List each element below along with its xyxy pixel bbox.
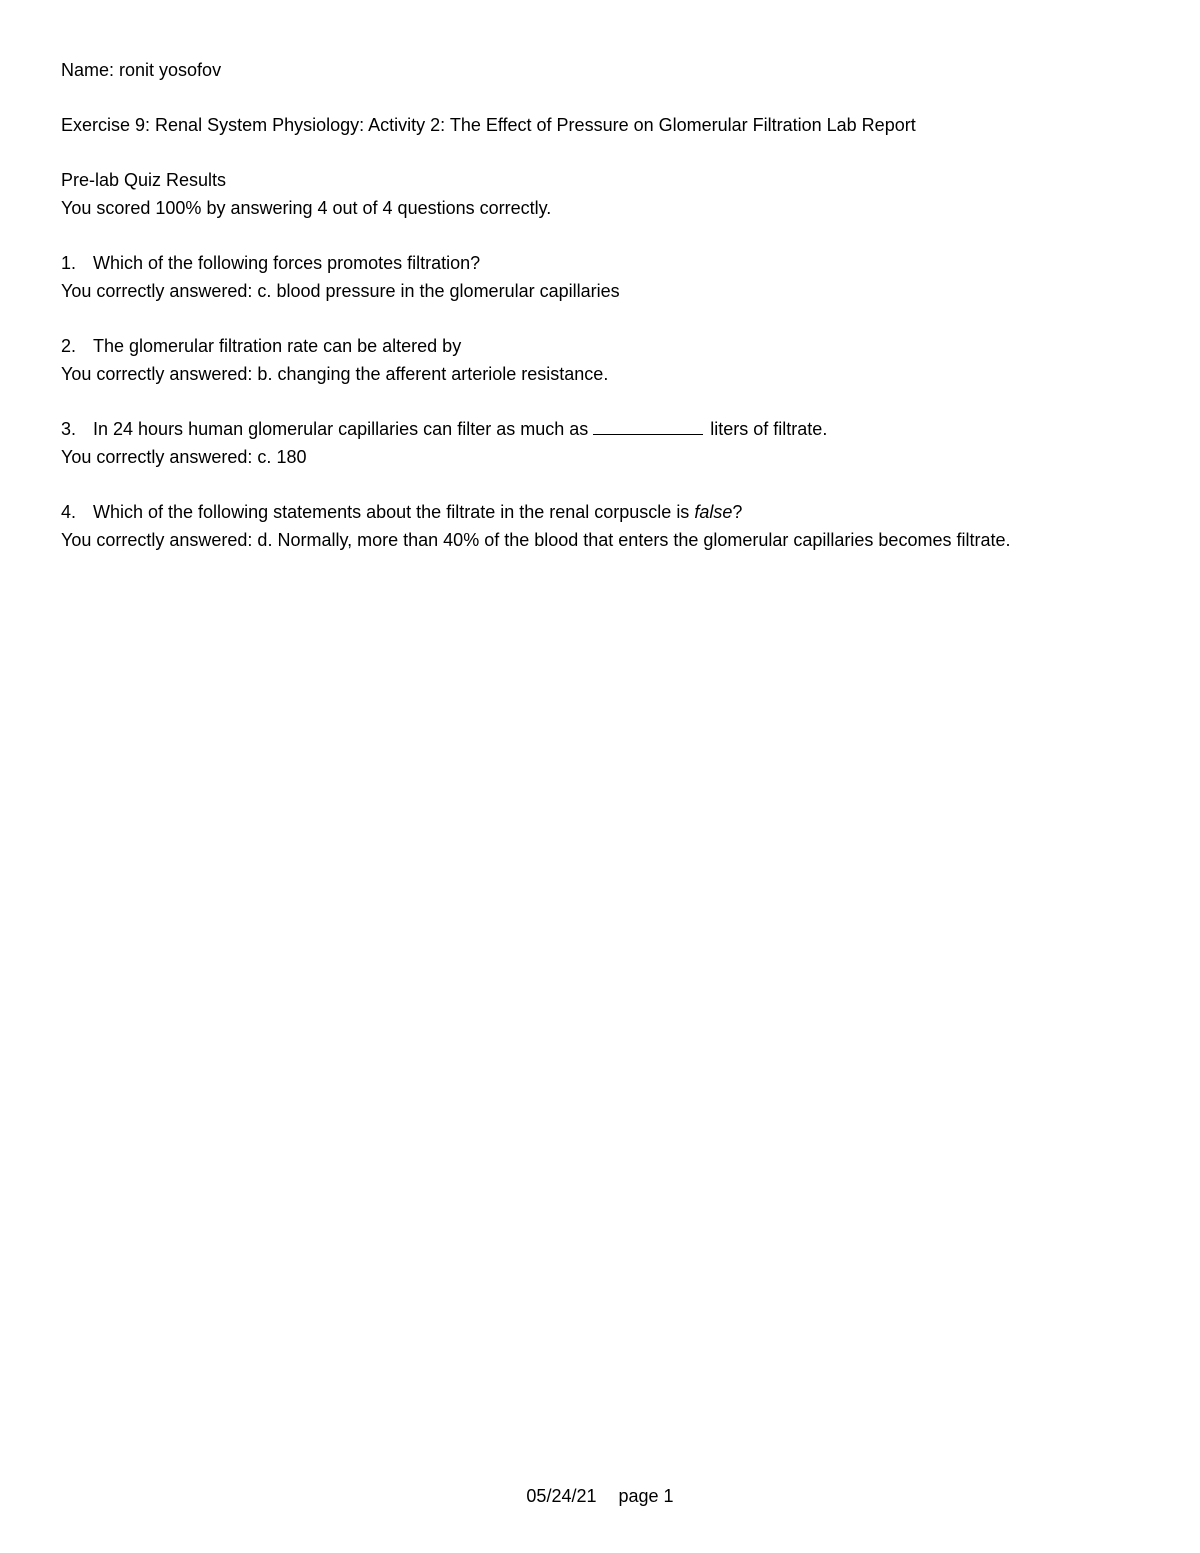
footer-date: 05/24/21 (526, 1486, 597, 1506)
answer-4: You correctly answered: d. Normally, more than 40% of the blood that enters the glomerular capillaries becomes filtrate. (61, 530, 1011, 550)
question-emphasis: false (694, 502, 733, 522)
question-1 (61, 249, 1161, 277)
question-3 (61, 415, 1161, 443)
page-footer (0, 1482, 1200, 1510)
question-text: The glomerular filtration rate can be altered by (93, 336, 462, 356)
quiz-heading: Pre-lab Quiz Results (61, 170, 227, 190)
fill-in-blank (593, 417, 703, 435)
question-text-after: liters of filtrate. (710, 419, 828, 439)
page-number: page 1 (618, 1486, 674, 1506)
question-text: Which of the following forces promotes filtration? (93, 253, 481, 273)
student-name: Name: ronit yosofov (61, 60, 222, 80)
question-text-before: Which of the following statements about the filtrate in the renal corpuscle is (93, 502, 690, 522)
question-text-after: ? (732, 502, 743, 522)
question-number: 3. (61, 419, 77, 439)
quiz-score: You scored 100% by answering 4 out of 4 questions correctly. (61, 198, 552, 218)
document-body (61, 56, 1161, 554)
answer-2: You correctly answered: b. changing the afferent arteriole resistance. (61, 364, 609, 384)
question-number: 4. (61, 502, 77, 522)
answer-1: You correctly answered: c. blood pressure in the glomerular capillaries (61, 281, 620, 301)
question-number: 2. (61, 336, 77, 356)
question-number: 1. (61, 253, 77, 273)
report-title: Exercise 9: Renal System Physiology: Activity 2: The Effect of Pressure on Glomerular Filtration Lab Report (61, 115, 916, 135)
question-text-before: In 24 hours human glomerular capillaries can filter as much as (93, 419, 589, 439)
question-4 (61, 498, 1161, 526)
answer-3: You correctly answered: c. 180 (61, 447, 307, 467)
question-2 (61, 332, 1161, 360)
